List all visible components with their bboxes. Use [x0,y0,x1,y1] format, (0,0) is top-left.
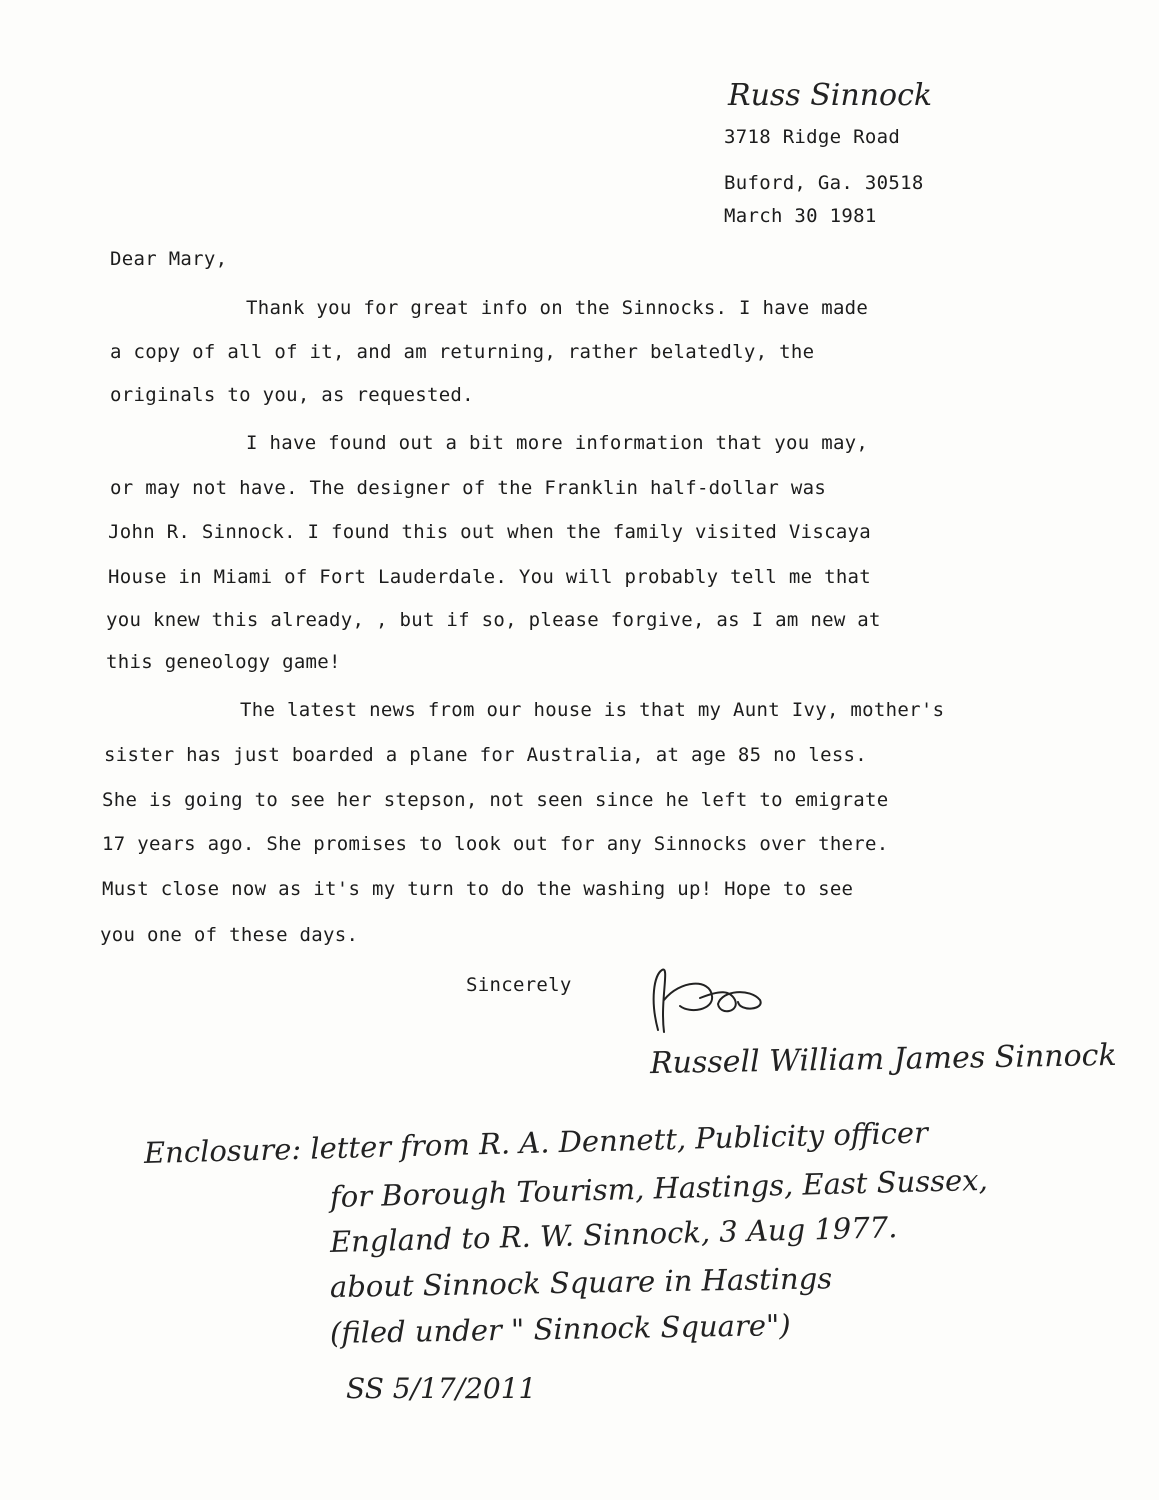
signature-full-name: Russell William James Sinnock [649,1037,1117,1082]
p3-line-3: She is going to see her stepson, not seen since he left to emigrate [102,789,889,811]
p2-line-5: you knew this already, , but if so, please forgive, as I am new at [106,609,881,631]
handwritten-header-name: Russ Sinnock [728,78,933,113]
p2-line-4: House in Miami of Fort Lauderdale. You will probably tell me that [108,566,872,588]
annotation-line-2: for Borough Tourism, Hastings, East Sussex, [329,1162,989,1214]
p1-line-3: originals to you, as requested. [110,384,474,406]
salutation: Dear Mary, [110,248,228,270]
p2-line-2: or may not have. The designer of the Franklin half-dollar was [110,477,827,499]
p1-line-1: Thank you for great info on the Sinnocks. I have made [246,297,869,319]
p3-line-2: sister has just boarded a plane for Australia, at age 85 no less. [104,744,868,766]
address-line-2: Buford, Ga. 30518 [724,172,924,194]
p3-line-6: you one of these days. [100,924,359,946]
letter-date: March 30 1981 [724,205,877,227]
annotation-date-stamp: SS 5/17/2011 [346,1372,537,1405]
p3-line-1: The latest news from our house is that my Aunt Ivy, mother's [240,699,945,721]
p2-line-3: John R. Sinnock. I found this out when the family visited Viscaya [108,521,872,543]
annotation-line-5: (filed under " Sinnock Square") [329,1307,791,1350]
annotation-line-4: about Sinnock Square in Hastings [329,1261,833,1304]
p2-line-6: this geneology game! [106,651,341,673]
annotation-line-1: Enclosure: letter from R. A. Dennett, Publicity officer [143,1115,929,1170]
p3-line-5: Must close now as it's my turn to do the washing up! Hope to see [102,878,854,900]
closing: Sincerely [466,974,572,996]
annotation-line-3: England to R. W. Sinnock, 3 Aug 1977. [329,1210,898,1259]
p3-line-4: 17 years ago. She promises to look out for any Sinnocks over there. [102,833,889,855]
p2-line-1: I have found out a bit more information that you may, [246,432,869,454]
address-line-1: 3718 Ridge Road [724,126,901,148]
p1-line-2: a copy of all of it, and am returning, rather belatedly, the [110,341,815,363]
